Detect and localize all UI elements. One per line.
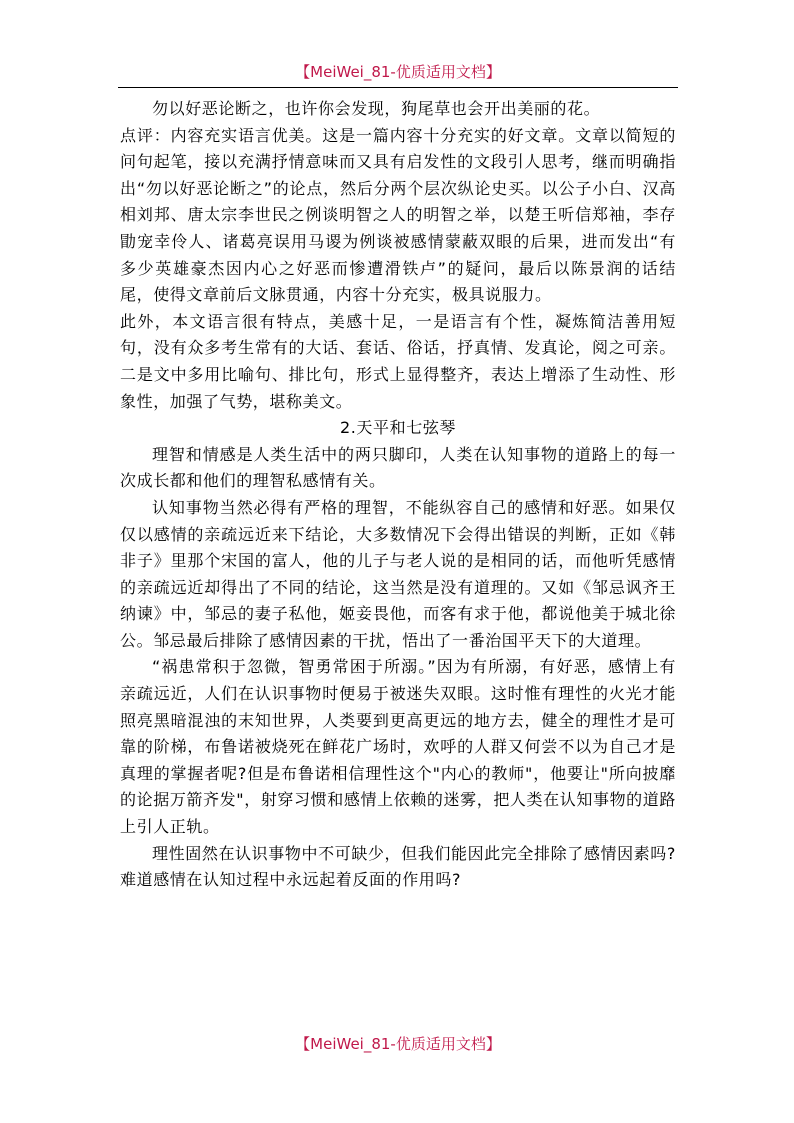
language-comment-paragraph: 此外，本文语言很有特点，美感十足，一是语言有个性，凝炼简洁善用短句，没有众多考生常有的大话、套话、俗话，抒真情、发真论，阅之可亲。二是文中多用比喻句、排比句，形式上显得整齐，表达上增添了生动性、形象性，加强了气势，堪称美文。 [120,311,676,411]
document-body [120,96,676,894]
essay-paragraph-3: “祸患常积于忽微，智勇常困于所溺。”因为有所溺，有好恶，感情上有亲疏远近，人们在认识事物时便易于被迷失双眼。这时惟有理性的火光才能照亮黑暗混浊的末知世界，人类要到更高更远的地方去，健全的理性才是可靠的阶梯，布鲁诺被烧死在鲜花广场时，欢呼的人群又何尝不以为自己才是真理的掌握者呢?但是布鲁诺相信理性这个"内心的教师"，他要让"所向披靡的论据万箭齐发"，射穿习惯和感情上依赖的迷雾，把人类在认知事物的道路上引人正轨。 [120,657,676,837]
essay-paragraph-1: 理智和情感是人类生活中的两只脚印，人类在认知事物的道路上的每一次成长都和他们的理智私感情有关。 [120,444,676,491]
essay-title: 2.天平和七弦琴 [339,418,457,438]
closing-sentence: 勿以好恶论断之，也许你会发现，狗尾草也会开出美丽的花。 [152,99,601,118]
header-rule [118,87,678,88]
page-footer: 【MeiWei_81-优质适用文档】 [295,1035,501,1053]
page-header: 【MeiWei_81-优质适用文档】 [295,63,501,81]
essay-paragraph-2: 认知事物当然必得有严格的理智，不能纵容自己的感情和好恶。如果仅仅以感情的亲疏远近来下结论，大多数情况下会得出错误的判断，正如《韩非子》里那个宋国的富人，他的儿子与老人说的是相同的话，而他听凭感情的亲疏远近却得出了不同的结论，这当然是没有道理的。又如《邹忌讽齐王纳谏》中，邹忌的妻子私他，姬妾畏他，而客有求于他，都说他美于城北徐公。邹忌最后排除了感情因素的干扰，悟出了一番治国平天下的大道理。 [120,497,676,650]
essay-paragraph-4: 理性固然在认识事物中不可缺少，但我们能因此完全排除了感情因素吗?难道感情在认知过程中永远起着反面的作用吗? [120,843,676,890]
review-paragraph: 点评：内容充实语言优美。这是一篇内容十分充实的好文章。文章以简短的问句起笔，接以充满抒情意味而又具有启发性的文段引人思考，继而明确指出“勿以好恶论断之”的论点，然后分两个层次纵论史买。以公子小白、汉高相刘邦、唐太宗李世民之例谈明智之人的明智之举，以楚王听信郑袖，李存勖宠幸伶人、诸葛亮误用马谡为例谈被感情蒙蔽双眼的后果，进而发出“有多少英雄豪杰因内心之好恶而惨遭滑铁卢”的疑问，最后以陈景润的话结尾，使得文章前后文脉贯通，内容十分充实，极具说服力。 [120,125,676,305]
